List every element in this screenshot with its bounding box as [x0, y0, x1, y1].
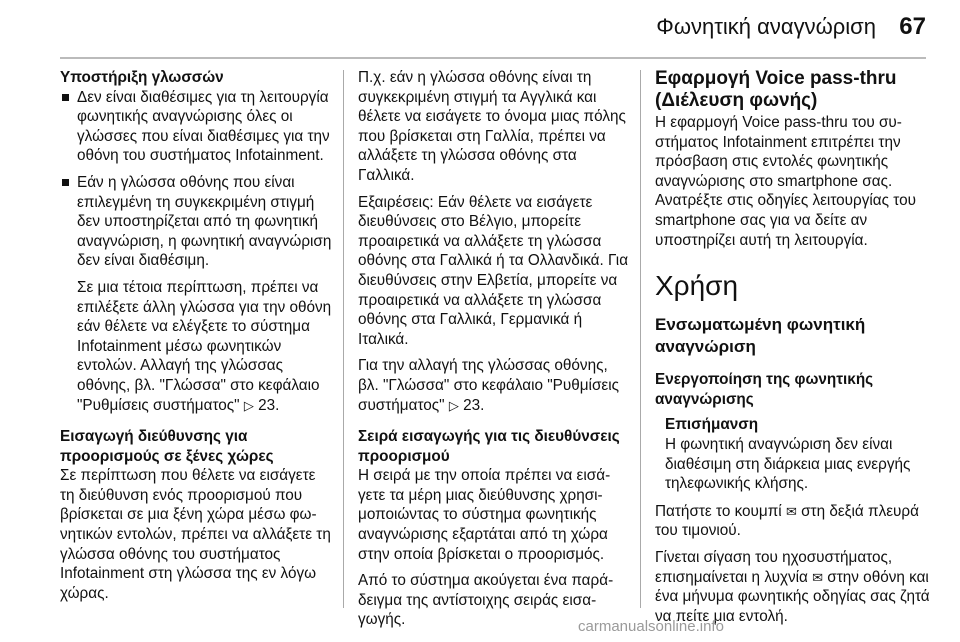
page-reference: 23. — [258, 396, 280, 414]
header-rule — [60, 57, 926, 59]
heading-usage: Χρήση — [655, 270, 739, 302]
paragraph-text: Για την αλλαγή της γλώσσας οθόνης, βλ. "Γλώσσα" στο κεφάλαιο "Ρυθμίσεις συστήματος" — [358, 357, 619, 414]
paragraph-text: Γίνεται σίγαση του ηχοσυστήματος, επισημαίνεται η λυχνία — [655, 548, 893, 586]
bullet-square-icon — [62, 94, 69, 101]
paragraph: Η εφαρμογή Voice pass-thru του συστήματος Infotainment επιτρέπει την πρόσβαση στις εντολές φωνητικής αναγνώρισης στο smartphone σας. Ανατρέξτε στις οδηγίες λειτουργίας του smartphone σας για να δείτε αν υποστηρίζει αυτή τη λειτουργία. — [655, 114, 916, 249]
page-header — [0, 0, 960, 60]
note-title: Επισήμανση — [665, 416, 759, 434]
note-text: Η φωνητική αναγνώριση δεν είναι διαθέσιμη στη διάρκεια μιας ενεργής τηλεφωνικής κλήσης. — [665, 435, 911, 493]
page-reference: 23. — [463, 396, 485, 414]
paragraph-text: Πατήστε το κουμπί — [655, 502, 782, 520]
paragraph: Από το σύστημα ακούγεται ένα παράδειγμα της αντίστοιχης σειράς εισαγωγής. — [358, 572, 614, 629]
column-divider-1 — [343, 70, 344, 608]
page-reference-icon: ▷ — [448, 397, 459, 413]
paragraph: Η σειρά με την οποία πρέπει να εισάγετε τα μέρη μιας διεύθυνσης χρησιμοποιώντας το σύστημα φωνητικής αναγνώρισης εξαρτάται από τη χώρα στην οποία βρίσκεται ο προορισμός. — [358, 467, 611, 563]
heading-input-order: Σειρά εισαγωγής για τις διευθύνσεις προορισμού — [358, 428, 620, 465]
column-divider-2 — [640, 70, 641, 608]
paragraph — [655, 502, 930, 541]
voice-indicator-icon: ✉ — [812, 569, 824, 585]
paragraph: Εξαιρέσεις: Εάν θέλετε να εισάγετε διευθύνσεις στο Βέλγιο, μπορείτε προαιρετικά να αλλάξετε τη γλώσσα οθόνης στα Γαλλικά ή τα Ολλανδικά. Για διευθύνσεις στην Ελβετία, μπορείτε να προαιρετικά να αλλάξετε τη γλώσσα οθόνης στα Γαλλικά, Γερμανικά ή Ιταλικά. — [358, 193, 629, 348]
column-1 — [60, 68, 332, 610]
bullet-text: Δεν είναι διαθέσιμες για τη λειτουργία φωνητικής αναγνώρισης όλες οι γλώσσες που είναι διαθέσιμες για την οθόνη του συστήματος Infotainment. — [77, 88, 330, 165]
bullet-item — [60, 88, 332, 166]
paragraph-text: στην οθόνη και ένα μήνυμα φωνητικής οδηγίας σας ζητά να πείτε μια εντολή. — [655, 568, 930, 625]
bullet-continuation-text: Σε μια τέτοια περίπτωση, πρέπει να επιλέξετε άλλη γλώσσα για την οθόνη εάν θέλετε να ελέγξετε το σύστημα Infotainment μέσω φωνητικών εντολών. Αλλαγή της γλώσσας οθόνης, βλ. "Γλώσσα" στο κεφάλαιο "Ρυθμίσεις συστήματος" — [77, 278, 332, 414]
heading-activation: Ενεργοποίηση της φωνητικής αναγνώρισης — [655, 371, 874, 408]
column-3 — [655, 68, 930, 633]
paragraph-text: στη δεξιά πλευρά του τιμονιού. — [655, 502, 919, 540]
page-reference-icon: ▷ — [243, 397, 254, 413]
paragraph — [655, 548, 930, 626]
bullet-item — [60, 173, 332, 415]
page-number: 67 — [899, 13, 926, 40]
paragraph — [358, 356, 630, 415]
heading-voice-pass-thru: Εφαρμογή Voice pass-thru (Διέλευση φωνής) — [655, 68, 897, 111]
voice-button-icon: ✉ — [785, 503, 797, 519]
header-title: Φωνητική αναγνώριση — [656, 14, 876, 39]
bullet-continuation — [77, 278, 332, 415]
heading-integrated-voice: Ενσωματωμένη φωνητική αναγνώριση — [655, 315, 866, 357]
paragraph: Σε περίπτωση που θέλετε να εισάγετε τη διεύθυνση ενός προορισμού που βρίσκεται σε μια ξένη χώρα μέσω φωνητικών εντολών, πρέπει να αλλάξετε τη γλώσσα οθόνης του συστήματος Infotainment στη γλώσσα της εν λόγω χώρας. — [60, 467, 331, 602]
heading-foreign-address: Εισαγωγή διεύθυνσης για προορισμούς σε ξένες χώρες — [60, 428, 274, 465]
paragraph: Π.χ. εάν η γλώσσα οθόνης είναι τη συγκεκριμένη στιγμή τα Αγγλικά και θέλετε να εισάγετε το όνομα μιας πόλης που βρίσκεται στη Γαλλία, πρέπει να αλλάξετε τη γλώσσα οθόνης στα Γαλλικά. — [358, 69, 626, 184]
bullet-square-icon — [62, 179, 69, 186]
bullet-text: Εάν η γλώσσα οθόνης που είναι επιλεγμένη τη συγκεκριμένη στιγμή δεν υποστηρίζεται από τη φωνητική αναγνώριση, η φωνητική αναγνώριση δεν είναι διαθέσιμη. — [77, 173, 332, 270]
note-box — [655, 415, 930, 493]
column-2 — [358, 68, 630, 637]
heading-language-support: Υποστήριξη γλωσσών — [60, 69, 224, 86]
watermark: carmanualsonline.info — [578, 618, 724, 635]
